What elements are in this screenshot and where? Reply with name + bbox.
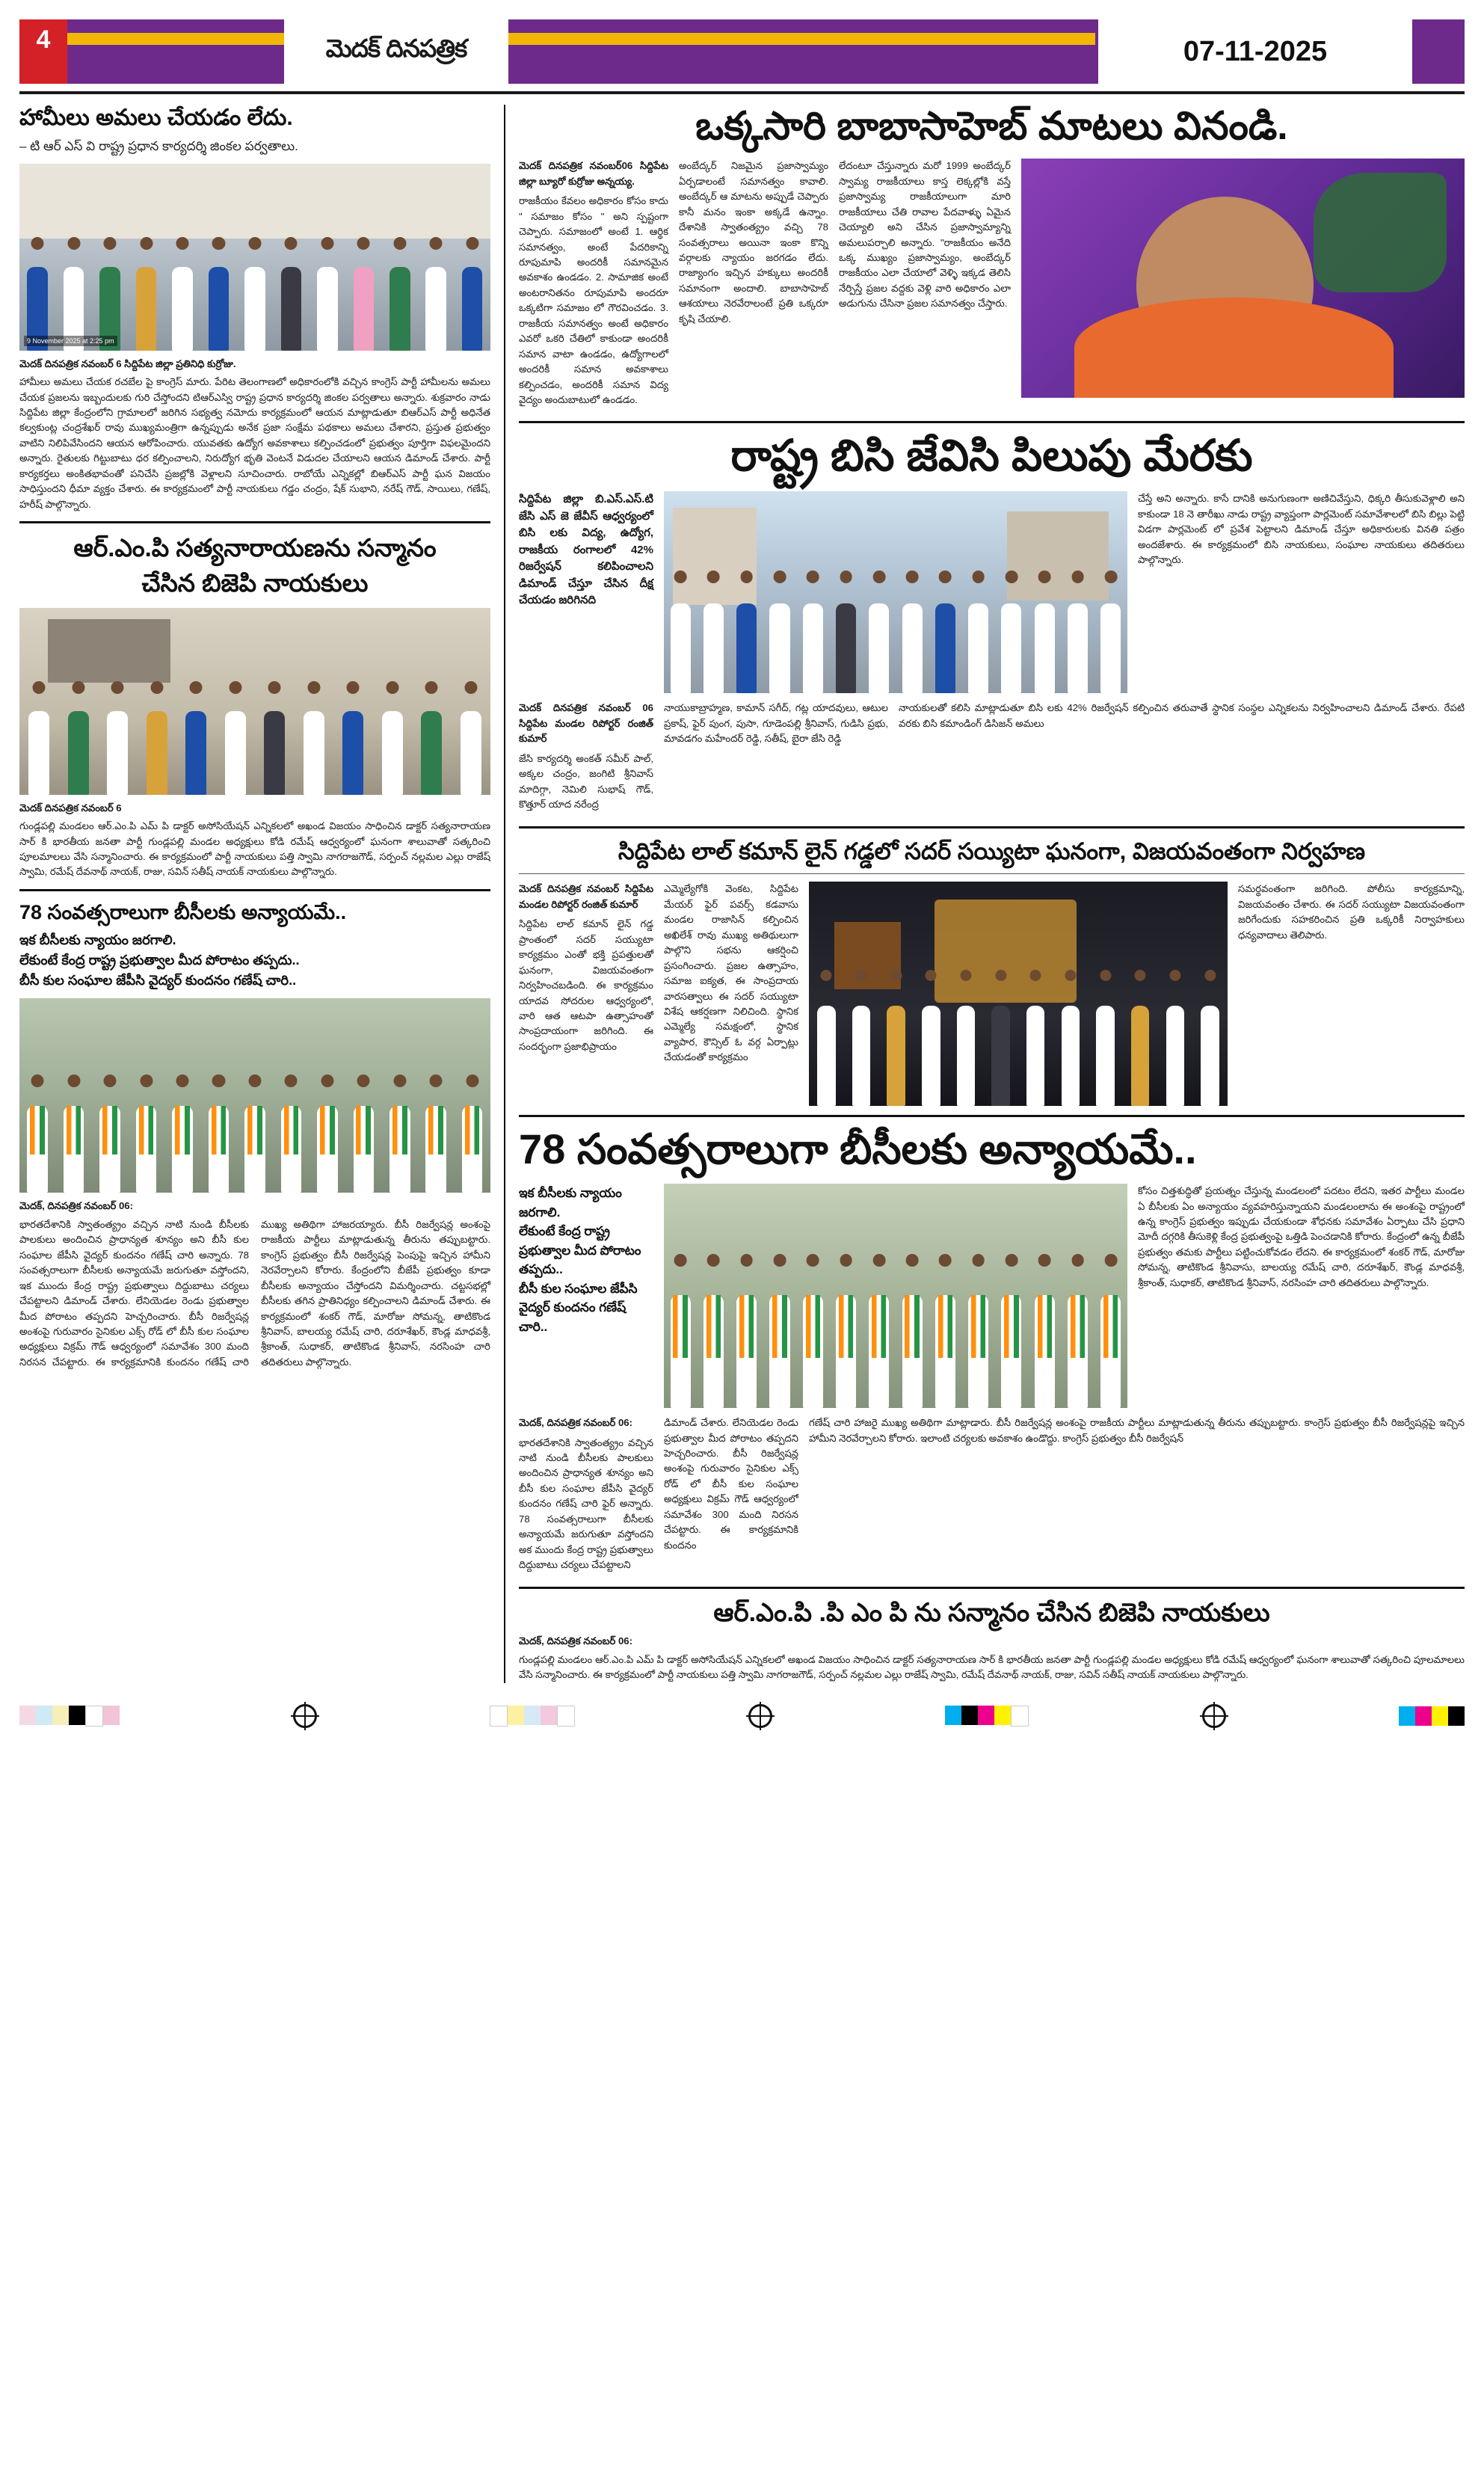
- story-sadar-sayyuta: [519, 837, 1465, 1107]
- r-story1-col1: [519, 159, 668, 412]
- r-story3-para1: సిద్దిపేట లాల్ కమాన్ లైన్ గడ్డ ప్రాంతంలో సదర్ సయ్యుటా కార్యక్రమం ఎంతో భక్తి ప్రపత్తులతో ఘనంగా, విజయవంతంగా నిర్వహించబడింది. ఈ కార్యక్రమం యాదవ సోదరుల ఆధ్వర్యంలో, వారి ఆత ఆటపా ఉత్సాహంతో సాంప్రదాయంగా జరిగింది. ఈ సందర్భంగా ప్రజాభిప్రాయం: [519, 918, 653, 1052]
- r-story3-col1: [519, 882, 653, 1059]
- r-story3-headline: సిద్దిపేట లాల్ కమాన్ లైన్ గడ్డలో సదర్ సయ్యిటా ఘనంగా, విజయవంతంగా నిర్వహణ: [618, 837, 1366, 864]
- r-story2-para-mid: నాయుకాబ్రాహ్మణ, కామాన్ సగీద్, గట్ల యాదవులు, ఆటుల ప్రకాష్, ఫైర్ పుంగ, పుసా, గూడెంపల్లి శ్రీనివాస్, గుడిసి ప్రభు, మావడగం మహేందర్ రెడ్డి, సతీష్, బైరా జేసి రెడ్డి: [664, 702, 888, 745]
- r-story4-col1: [519, 1415, 653, 1578]
- story-babasaheb-words: [519, 105, 1465, 412]
- masthead-logo: [284, 19, 508, 84]
- r-story5-headline: ఆర్.ఎం.పి .పి ఎం పి ను సన్మానం చేసిన బిజెపి నాయకులు: [713, 1598, 1270, 1627]
- registration-mark-3: [1202, 1704, 1226, 1728]
- story1-dateline: మెదక్ దినపత్రిక నవంబర్ 6 సిద్దిపేట జిల్లా ప్రతినిధి కుర్రోజు.: [19, 357, 236, 369]
- story-rmp-felicitation-right: [519, 1598, 1465, 1683]
- story1-body: హామీలు అమలు చేయక రచబేల పై కాంగ్రెస్ మారు. పేరిట తెలంగాణలో అధికారంలోకి వచ్చిన కాంగ్రెస్ పార్టీ హామీలను అమలు చేయక ప్రజలను ఇబ్బందులకు గురి చేస్తోందని టిఆర్ఎస్వి రాష్ట్ర ప్రధాన కార్యదర్శి జింకల పర్వతాలు అన్నారు. శుక్రవారం నాడు సిద్దిపేట జిల్లా కేంద్రంలోని గ్రామాలలో జరిగిన సభ్యత్వ నమోదు కార్యక్రమంలో ఆయన మాట్లాడుతూ బిఆర్ఎస్ పార్టీ అధినేత కల్వకుంట్ల చంద్రశేఖర్ రావు ముఖ్యమంత్రిగా ఉన్నప్పుడు అనేక ప్రజా సంక్షేమ పథకాలు అమలు చేశారని, ప్రస్తుత ప్రభుత్వం వాటిని నిలిపివేసిందని ఆయన ఆరోపించారు. యువతకు ఉద్యోగ అవకాశాలు కల్పించడంలో ప్రభుత్వం పూర్తిగా విఫలమైందని అన్నారు. రైతులకు గిట్టుబాటు ధర కల్పించాలని, నిరుద్యోగ భృతి వెంటనే విడుదల చేయాలని ఆయన డిమాండ్ చేశారు. పార్టీ కార్యకర్తలు అంకితభావంతో పనిచేసి ప్రజల్లోకి వెళ్లాలని సూచించారు. రాబోయే ఎన్నికల్లో బిఆర్ఎస్ పార్టీ ఘన విజయం సాధిస్తుందని ధీమా వ్యక్తం చేశారు. ఈ కార్యక్రమంలో పార్టీ నాయకులు గడ్డం చంద్రం, షేక్ సుభాని, నరేష్ గౌడ్, సాయిలు, గణేష్, హరీష్ పాల్గొన్నారు.: [19, 376, 490, 510]
- story1-byline: – టి ఆర్ ఎస్ వి రాష్ట్ర ప్రధాన కార్యదర్శి జింకల పర్వతాలు.: [19, 139, 298, 153]
- right-divider-2: [519, 826, 1465, 828]
- r-story2-right-col: [899, 701, 1465, 817]
- r-story2-subdateline-col: [519, 701, 653, 817]
- right-divider-3: [519, 1115, 1465, 1117]
- story2-headline-line2: చేసిన బిజెపి నాయకులు: [141, 569, 369, 597]
- r-story2-subdateline: మెదక్ దినపత్రిక నవంబర్ 06 సిద్దిపేట మండల రిపోర్టర్ రంజిత్ కుమార్: [519, 702, 653, 745]
- newspaper-page: [0, 19, 1484, 2475]
- page-number: 4: [19, 19, 67, 84]
- r-story1-dateline: మెదక్ దినపత్రిక నవంబర్06 సిద్దిపేట జిల్లా బ్యూరో కుర్రోజు అన్నయ్య.: [519, 160, 668, 187]
- r-story1-portrait: [1021, 159, 1465, 398]
- story3-headline: 78 సంవత్సరాలుగా బీసీలకు అన్యాయమే..: [19, 900, 347, 923]
- page-body: [19, 105, 1465, 1683]
- r-story4-lead-col: [519, 1184, 653, 1336]
- r-story2-lead: [519, 491, 653, 609]
- r-story4-photo: [664, 1184, 1127, 1408]
- r-story1-para3: లేదంటూ చేస్తున్నారు మరో 1999 అంబేద్కర్ స్వామ్య రాజకీయాలు కాస్త లెక్కల్లోకి వస్తే ప్రజాస్వామ్య రాజకీయాలుగా మారి రాజకీయాలు చేతి రావాల పేదవాళ్ళు ఏమైన చెయ్యాలి అని చేసిన ప్రజాస్వామ్యాన్ని అమలుపర్చాలి అన్నారు. "రాజకీయం అనేది ఒక్క ముఖ్యం ప్రజాస్వామ్యం, అంబేద్కర్ రాజకీయం ఎలా చేయాలో వెళ్ళి ఇక్కడ తెలిసి నేర్పిస్తే ప్రజల వద్దకు వెళ్లి వారి అధికారం ఎలా అడుగును చేసినా ప్రజల సమానత్వం చేస్తారు.: [839, 160, 1011, 310]
- story3-photo: [19, 998, 490, 1193]
- r-story1-para2: అంబేద్కర్ నిజమైన ప్రజాస్వామ్యం ఏర్పడాలంటే సమానత్వం కావాలి. అంబేద్కర్ ఆ మాటను అప్పుడే చెప్పారు కానీ మనం ఇంకా అక్కడే ఉన్నాం. దేశానికి స్వాతంత్య్రం వచ్చి 78 సంవత్సరాలు అయినా ఇంకా కొన్ని వర్గాలకు న్యాయం జరగడం లేదు. రాజ్యాంగం ఇచ్చిన హక్కులు అందరికీ సమానంగా అందాలి. బాబాసాహెబ్ ఆశయాలు నెరవేరాలంటే ప్రతి ఒక్కరూ కృషి చేయాలి.: [679, 160, 828, 325]
- swatch-set-1: [19, 1706, 120, 1727]
- column-divider: [504, 105, 505, 1683]
- story2-dateline: మెదక్ దినపత్రిక నవంబర్ 6: [19, 802, 122, 814]
- right-divider-4: [519, 1587, 1465, 1589]
- story-bc-injustice-left: [19, 900, 490, 1370]
- story-rmp-felicitation: [19, 532, 490, 880]
- print-color-bars: [19, 1697, 1465, 1743]
- r-story4-dateline: మెదక్, దినపత్రిక నవంబర్ 06:: [519, 1417, 633, 1429]
- r-story3-col2: [664, 882, 798, 1069]
- right-divider-1: [519, 421, 1465, 423]
- r-story3-para3: సమర్థవంతంగా జరిగింది. పోలీసు కార్యక్రమాన్ని, విజయవంతం చేశారు. ఈ సదర్ సయ్యుటా విజయవంతంగా జరిగేందుకు సహకరించిన ప్రతి ఒక్కరికీ నిర్వాహకులు ధన్యవాదాలు తెలిపారు.: [1238, 883, 1465, 941]
- story2-body: గుండ్లపల్లి మండలం ఆర్.ఎం.పి ఎమ్ పి డాక్టర్ అసోసియేషన్ ఎన్నికలలో అఖండ విజయం సాధించిన డాక్టర్ సత్యనారాయణ సార్ కి భారతీయ జనతా పార్టీ గుండ్లపల్లి మండల అధ్యక్షులు కోడి రమేష్ ఆధ్వర్యంలో ఘనంగా శాలువాతో సత్కరించి పూలమాలలు వేసి సన్మానించారు. ఈ కార్యక్రమంలో పార్టీ నాయకులు పత్తి స్వామి నాగరాజగౌడ్, సర్పంచ్ నల్లమల ఎల్లు రాజేష్ స్వామి, రమేష్ దేవనాథ్ నాయక్, రాజు, సవిన్ సతీష్ నాయక్ నాయకులు పాల్గొన్నారు.: [19, 820, 490, 878]
- story-bc-injustice-right: [519, 1126, 1465, 1577]
- story1-photo: [19, 164, 490, 351]
- story3-sub1: ఇక బీసీలకు న్యాయం జరగాలి.: [19, 932, 176, 948]
- story-bc-jac-call: [519, 432, 1465, 817]
- r-story4-sub2: లేకుంటే కేంద్ర రాష్ట్ర ప్రభుత్వాల మీద పోరాటం తప్పదు..: [519, 1224, 641, 1277]
- story2-photo: [19, 608, 490, 795]
- r-story4-col2: [664, 1415, 798, 1578]
- r-story3-col4: [1238, 882, 1465, 947]
- story-promises-not-implemented: [19, 105, 490, 512]
- r-story2-para-right: నాయకులతో కలిసి మాట్లాడుతూ బిసి లకు 42% రిజర్వేషన్ కల్పించిన తరువాతే స్థానిక సంస్థల ఎన్నికలను నిర్వహించాలని డిమాండ్ చేశారు. రేపటి వరకు బిసి కమాండింగ్ డిసిజన్ అమలు: [899, 702, 1465, 729]
- r-story3-para2: ఎమ్మెల్యేగోకి వెంకట, సిద్దిపేట మేయర్ ఫైర్ పవర్స్ కడవాసు మండల రాజాసిన్ కల్పించిన అఖిలేశ్ రావు ముఖ్య అతిథులుగా పాల్గొని సభను ఆకర్షించి ప్రసంగించారు. ప్రజల ఉత్సాహం, సమాజ ఐక్యత, ఈ సాంప్రదాయ వారసత్వాలు ఈ సదర్ సయ్యుటా విశేష ఆకర్షణగా నిలిచింది. స్థానిక ఎమ్మెల్యే సమక్షంలో, స్థానిక వ్యాపార, కౌన్సిల్ ఓ వర్గ ఏర్పాట్లు చేయడంతో కార్యక్రమం: [664, 883, 798, 1063]
- left-column: [19, 105, 490, 1683]
- story3-sub3: బీసీ కుల సంఘాల జేపీసి వైద్యర్ కుందనం గణేష్ చారి..: [19, 973, 297, 989]
- swatch-set-4: [1399, 1706, 1465, 1726]
- r-story4-far-col: [1138, 1184, 1465, 1295]
- story3-dateline: మెదక్, దినపత్రిక నవంబర్ 06:: [19, 1200, 134, 1212]
- r-story4-para-far: కోసం చిత్తశుద్ధితో ప్రయత్నం చేస్తున్న మండలంలో పదటం లేదని, ఇతర పార్టీలు మండల ఏ బీసీలకు ఏం అన్యాయం వ్యవహరిస్తున్నాయని మండలంలాను ఈ అంశంపై రాష్ట్రంలో ఉన్న కాంగ్రెస్ ప్రభుత్వం ఇప్పుడు చేయకుండా శోధనకు సమావేశం ఏర్పాటు చేసి ప్రధాని మోదీ దగ్గరికి తీసుకెళ్లి కేంద్ర ప్రభుత్వంపై ఒత్తిడి పెంచడానికి కోరారు. కేంద్రంలో ఉన్న బీజేపీ ప్రభుత్వం తమకు పార్టీలు పట్టించుకోవడం లేదని. ఈ కార్యక్రమంలో శంకర్ గౌడ్, మారోజు సోమన్న, తాటికొండ శ్రీనివాసు, బాలయ్య రమేష్ చారి, దరూశేఖర్, కౌండ్ల మాధవశ్రీ, శ్రీకాంత్, సుధాకర్, తాటికొండ శ్రీనివాస్, నరసింహ చారి తదితరులు పాల్గొన్నారు.: [1138, 1185, 1465, 1288]
- r-story5-body: గుండ్లపల్లి మండలం ఆర్.ఎం.పి ఎమ్ పి డాక్టర్ అసోసియేషన్ ఎన్నికలలో అఖండ విజయం సాధించిన డాక్టర్ సత్యనారాయణ సార్ కి భారతీయ జనతా పార్టీ గుండ్లపల్లి మండల అధ్యక్షులు కోడి రమేష్ ఆధ్వర్యంలో ఘనంగా శాలువాతో సత్కరించి పూలమాలలు వేసి సన్మానించారు. ఈ కార్యక్రమంలో పార్టీ నాయకులు పత్తి స్వామి నాగరాజగౌడ్, సర్పంచ్ నల్లమల ఎల్లు రాజేష్ స్వామి, రమేష్ దేవనాథ్ నాయక్, రాజు, సవిన్ సతీష్ నాయక్ నాయకులు పాల్గొన్నారు.: [519, 1653, 1465, 1681]
- r-story2-para-far: చేస్తే అని అన్నారు. కాసే దానికి అనుగుణంగా అణిచివేస్తుని, ధిక్కరి తీసుకువెళ్లాలి అని కాకుండా 18 నె తారీఖు నాడు రాష్ట్ర వ్యాప్తంగా పార్లమెంట్ సమావేశాలలో బిసి బిల్లు పెట్టి విడగా పార్లమెంట్ లో ప్రవేశ పెట్టాలని డిమాండ్ చేస్తూ అధికారులకు వినతి పత్రం అందజేశారు. ఈ కార్యక్రమంలో బిసి నాయకులు, సంఘాల నాయకులు తదితరులు పాల్గొన్నారు.: [1138, 493, 1465, 566]
- r-story1-col3: [839, 159, 1011, 412]
- r-story4-para-right: గణేష్ చారి హాజరై ముఖ్య అతిథిగా మాట్లాడారు. బీసీ రిజర్వేషన్ల అంశంపై రాజకీయ పార్టీలు మాట్లాడుతున్న తీరును తప్పుబట్టారు. కాంగ్రెస్ ప్రభుత్వం బీసీ రిజర్వేషన్లపై ఇచ్చిన హామీని నెరవేర్చాలని కోరారు. ఇలాంటి చర్యలకు అవకాశం ఉండొద్దు. కాంగ్రెస్ ప్రభుత్వం బీసీ రిజర్వేషన్: [809, 1417, 1465, 1444]
- story2-headline-line1: ఆర్.ఎం.పి సత్యనారాయణను సన్మానం: [73, 534, 437, 562]
- r-story2-headline: రాష్ట్ర బిసి జేవిసి పిలుపు మేరకు: [730, 431, 1253, 481]
- r-story2-far-col: [1138, 491, 1465, 572]
- r-story4-headline: 78 సంవత్సరాలుగా బీసీలకు అన్యాయమే..: [519, 1125, 1197, 1173]
- r-story1-para1: రాజకీయం కేవలం అధికారం కోసం కాదు " సమాజం కోసం " అని స్పష్టంగా చెప్పారు. సమాజంలో అంటే 1. ఆర్థిక సమానత్వం, అంటే పేదరికాన్ని రూపుమాపి అందరికీ సమానమైన అవకాశం ఉండడం. 2. సామాజిక అంటే అంటరానితనం రూపుమాపి అందరూ ఒక్కటిగా సమాజం లో గౌరవించడం. 3. రాజకీయ సమానత్వం అంటే అధికారం ఎవరో ఒకరి చేతిలో కాకుండా అందరికీ సమాన వాటా ఉండడం, ఉద్యోగాలలో అందరికీ సమాన అవకాశాలు కల్పించడం, అందరికీ సమాన విద్య వైద్యం అందుబాటులో ఉండడం.: [519, 195, 668, 406]
- r-story5-dateline: మెదక్, దినపత్రిక నవంబర్ 06:: [519, 1635, 633, 1647]
- left-divider-1: [19, 521, 490, 523]
- masthead-rule: [19, 91, 1465, 94]
- story3-body: భారతదేశానికి స్వాతంత్య్రం వచ్చిన నాటి నుండి బీసీలకు పాలకులు అందించిన ప్రాధాన్యత శూన్యం అని బీసీ కుల సంఘాల జేపీసి వైద్యర్ కుందనం గణేష్ చారి అన్నారు. 78 సంవత్సరాలుగా బీసీలకు అన్యాయమే జరుగుతూ వస్తోందని, ఇక ముందు కేంద్ర రాష్ట్ర ప్రభుత్వాలు దిద్దుబాటు చర్యలు చేపట్టాలని డిమాండ్ చేశారు. లేనియెడల రెండు ప్రభుత్వాల మీద పోరాటం తప్పదని హెచ్చరించారు. బీసీ రిజర్వేషన్ల అంశంపై గురువారం సైనికుల ఎక్స్ రోడ్ లో బీసీ కుల సంఘాల అధ్యక్షులు విక్రమ్ గౌడ్ ఆధ్వర్యంలో సమావేశం 300 మంది నిరసన చేపట్టారు. ఈ కార్యక్రమానికి కుందనం గణేష్ చారి ముఖ్య అతిథిగా హాజరయ్యారు. బీసీ రిజర్వేషన్ల అంశంపై రాజకీయ పార్టీలు మాట్లాడుతున్న తీరును తప్పుబట్టారు. కాంగ్రెస్ ప్రభుత్వం బీసీ రిజర్వేషన్ల పెంపుపై ఇచ్చిన హామీని నెరవేర్చాలని కోరారు. కేంద్రంలోని బీజేపీ ప్రభుత్వం కూడా బీసీలకు అన్యాయం చేస్తోందని విమర్శించారు. చట్టసభల్లో బీసీలకు తగిన ప్రాతినిధ్యం కల్పించాలని డిమాండ్ చేశారు. ఈ కార్యక్రమంలో శంకర్ గౌడ్, మారోజు సోమన్న, తాటికొండ శ్రీనివాస్, బాలయ్య రమేష్ చారి, దరూశేఖర్, కౌండ్ల మాధవశ్రీ, శ్రీకాంత్, సుధాకర్, తాటికొండ శ్రీనివాస్, నరసింహ చారి తదితరులు పాల్గొన్నారు.: [19, 1218, 490, 1368]
- story1-photo-caption: 9 November 2025 at 2:25 pm: [24, 336, 117, 346]
- r-story2-para-left: జేసి కార్యదర్శి అంకత్ సమీర్ పాల్, అక్కల చంద్రం, జంగిటి శ్రీనివాస్ మాదిగ్గా, నెమిలి సుభాష్ గౌడ్, కొత్తూర్ యాద నరేంద్ర: [519, 752, 653, 811]
- right-column: [519, 105, 1465, 1683]
- left-divider-2: [19, 889, 490, 891]
- logo-title: మెదక్ దినపత్రిక: [325, 34, 467, 62]
- r-story3-dateline: మెదక్ దినపత్రిక నవంబర్ సిద్దిపేట మండల రిపోర్టర్ రంజిత్ కుమార్: [519, 883, 653, 910]
- masthead-left-bar: [67, 19, 284, 84]
- r-story2-photo: [664, 491, 1127, 693]
- story1-headline: హామీలు అమలు చేయడం లేదు.: [19, 105, 293, 130]
- story3-sub2: లేకుంటే కేంద్ర రాష్ట్ర ప్రభుత్వాల మీద పోరాటం తప్పదు..: [19, 953, 300, 968]
- masthead: [19, 19, 1465, 84]
- masthead-mid-bar: [508, 19, 1095, 84]
- r-story3-rule: [519, 873, 1465, 874]
- r-story4-sub3: బీసీ కుల సంఘాల జేపీసి వైద్యర్ కుందనం గణేష్ చారి..: [519, 1281, 638, 1334]
- registration-mark-2: [748, 1704, 772, 1728]
- swatch-set-2: [490, 1706, 575, 1727]
- r-story2-lead-text: సిద్దిపేట జిల్లా బి.ఎస్.ఎస్.టి జేసి ఎస్ జె జేవీస్ ఆధ్వర్యంలో బిసి లకు విద్య, ఉద్యోగ, రాజకీయ రంగాలలో 42% రిజర్వేషన్ కలిపించాలని డిమాండ్ చేస్తూ చేసిన దీక్ష చేయడం జరిగినది: [519, 493, 653, 607]
- registration-mark-1: [293, 1704, 317, 1728]
- r-story4-para-left: భారతదేశానికి స్వాతంత్య్రం వచ్చిన నాటి నుండి బీసీలకు పాలకులు అందించిన ప్రాధాన్యత శూన్యం అని బీసీ కుల సంఘాల జేపీసి వైద్యర్ కుందనం గణేష్ చారి ఫైర్ అన్నారు. 78 సంవత్సరాలుగా బీసీలకు అన్యాయమే జరుగుతూ వస్తోందని అక ముందు కేంద్ర రాష్ట్ర ప్రభుత్వాలు దిద్దుబాటు చర్యలు చేపట్టాలని: [519, 1436, 653, 1571]
- r-story2-mid-col: [664, 701, 888, 817]
- r-story4-col3: [809, 1415, 1465, 1578]
- swatch-set-3: [945, 1706, 1029, 1727]
- masthead-date: 07-11-2025: [1095, 19, 1412, 84]
- r-story4-para-mid: డిమాండ్ చేశారు. లేనియెడల రెండు ప్రభుత్వాల మీద పోరాటం తప్పదని హెచ్చరించారు. బీసీ రిజర్వేషన్ల అంశంపై గురువారం సైనికుల ఎక్స్ రోడ్ లో బీసీ కుల సంఘాల అధ్యక్షులు విక్రమ్ గౌడ్ ఆధ్వర్యంలో సమావేశం 300 మంది నిరసన చేపట్టారు. ఈ కార్యక్రమానికి కుందనం: [664, 1417, 798, 1551]
- r-story4-sub1: ఇక బీసీలకు న్యాయం జరగాలి.: [519, 1186, 622, 1220]
- r-story1-headline: ఒక్కసారి బాబాసాహెబ్ మాటలు వినండి.: [695, 105, 1288, 148]
- masthead-tail-bar: [1412, 19, 1465, 84]
- r-story1-col2: [679, 159, 828, 412]
- r-story3-photo: [809, 882, 1228, 1106]
